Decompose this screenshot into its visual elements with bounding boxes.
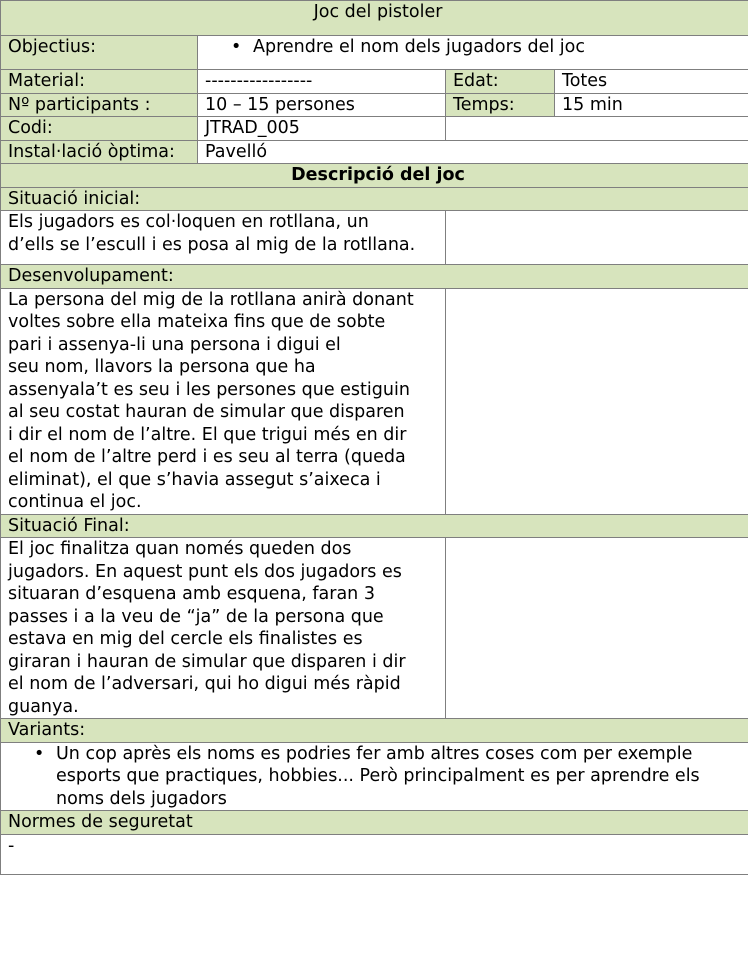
participants-value: 10 – 15 persones xyxy=(198,93,446,117)
development-text xyxy=(1,288,446,514)
text-line: La persona del mig de la rotllana anirà donant xyxy=(8,289,414,310)
text-line: seu nom, llavors la persona que ha xyxy=(8,357,316,377)
initial-situation-illustration xyxy=(446,211,748,265)
text-line: situaran d’esquena amb esquena, faran 3 xyxy=(8,584,375,604)
text-line: estava en mig del cercle els finalistes es xyxy=(8,629,363,649)
participants-label: Nº participants : xyxy=(1,93,198,117)
description-header: Descripció del joc xyxy=(1,164,748,188)
age-label: Edat: xyxy=(446,70,555,94)
variants-label: Variants: xyxy=(1,719,748,743)
material-value: ----------------- xyxy=(198,70,446,94)
material-label: Material: xyxy=(1,70,198,94)
time-value: 15 min xyxy=(555,93,748,117)
code-empty-cell xyxy=(446,117,748,141)
objectives-value xyxy=(198,36,748,70)
text-line: al seu costat hauran de simular que disparen xyxy=(8,402,405,422)
text-line: i dir el nom de l’altre. El que trigui més en dir xyxy=(8,424,407,445)
text-line: continua el joc. xyxy=(8,492,142,512)
text-line: eliminat), el que s’havia assegut s’aixeca i xyxy=(8,469,381,490)
variant-item: • Un cop après els noms es podries fer amb altres coses com per exemple esports que practiques, hobbies... Però principalment es per aprendre els noms dels jugadors xyxy=(56,743,748,811)
text-line: El joc finalitza quan només queden dos xyxy=(8,539,352,559)
variants-value xyxy=(1,742,748,811)
safety-label: Normes de seguretat xyxy=(1,811,748,835)
text-line: guanya. xyxy=(8,696,79,717)
final-situation-label: Situació Final: xyxy=(1,514,748,538)
initial-situation-text xyxy=(1,211,446,265)
text-line: Els jugadors es col·loquen en rotllana, un xyxy=(8,212,369,232)
page-title: Joc del pistoler xyxy=(1,1,748,36)
final-situation-text xyxy=(1,538,446,719)
installation-label: Instal·lació òptima: xyxy=(1,140,198,164)
text-line: jugadors. En aquest punt els dos jugadors es xyxy=(8,561,402,582)
text-line: voltes sobre ella mateixa fins que de sobte xyxy=(8,312,386,332)
text-line: pari i assenya-li una persona i digui el xyxy=(8,334,341,355)
time-label: Temps: xyxy=(446,93,555,117)
installation-value: Pavelló xyxy=(198,140,748,164)
development-label: Desenvolupament: xyxy=(1,265,748,289)
text-line: el nom de l’altre perd i es seu al terra (queda xyxy=(8,447,406,467)
age-value: Totes xyxy=(555,70,748,94)
objectives-label: Objectius: xyxy=(1,36,198,70)
development-illustration xyxy=(446,288,748,514)
code-label: Codi: xyxy=(1,117,198,141)
objective-item: • Aprendre el nom dels jugadors del joc xyxy=(253,36,748,59)
text-line: d’ells se l’escull i es posa al mig de la rotllana. xyxy=(8,234,416,255)
code-value: JTRAD_005 xyxy=(198,117,446,141)
text-line: giraran i hauran de simular que disparen i dir xyxy=(8,651,406,672)
text-line: assenyala’t es seu i les persones que estiguin xyxy=(8,379,410,400)
text-line: passes i a la veu de “ja” de la persona que xyxy=(8,606,384,627)
final-situation-illustration xyxy=(446,538,748,719)
text-line: el nom de l’adversari, qui ho digui més ràpid xyxy=(8,674,401,694)
safety-value: - xyxy=(1,834,748,874)
initial-situation-label: Situació inicial: xyxy=(1,187,748,211)
